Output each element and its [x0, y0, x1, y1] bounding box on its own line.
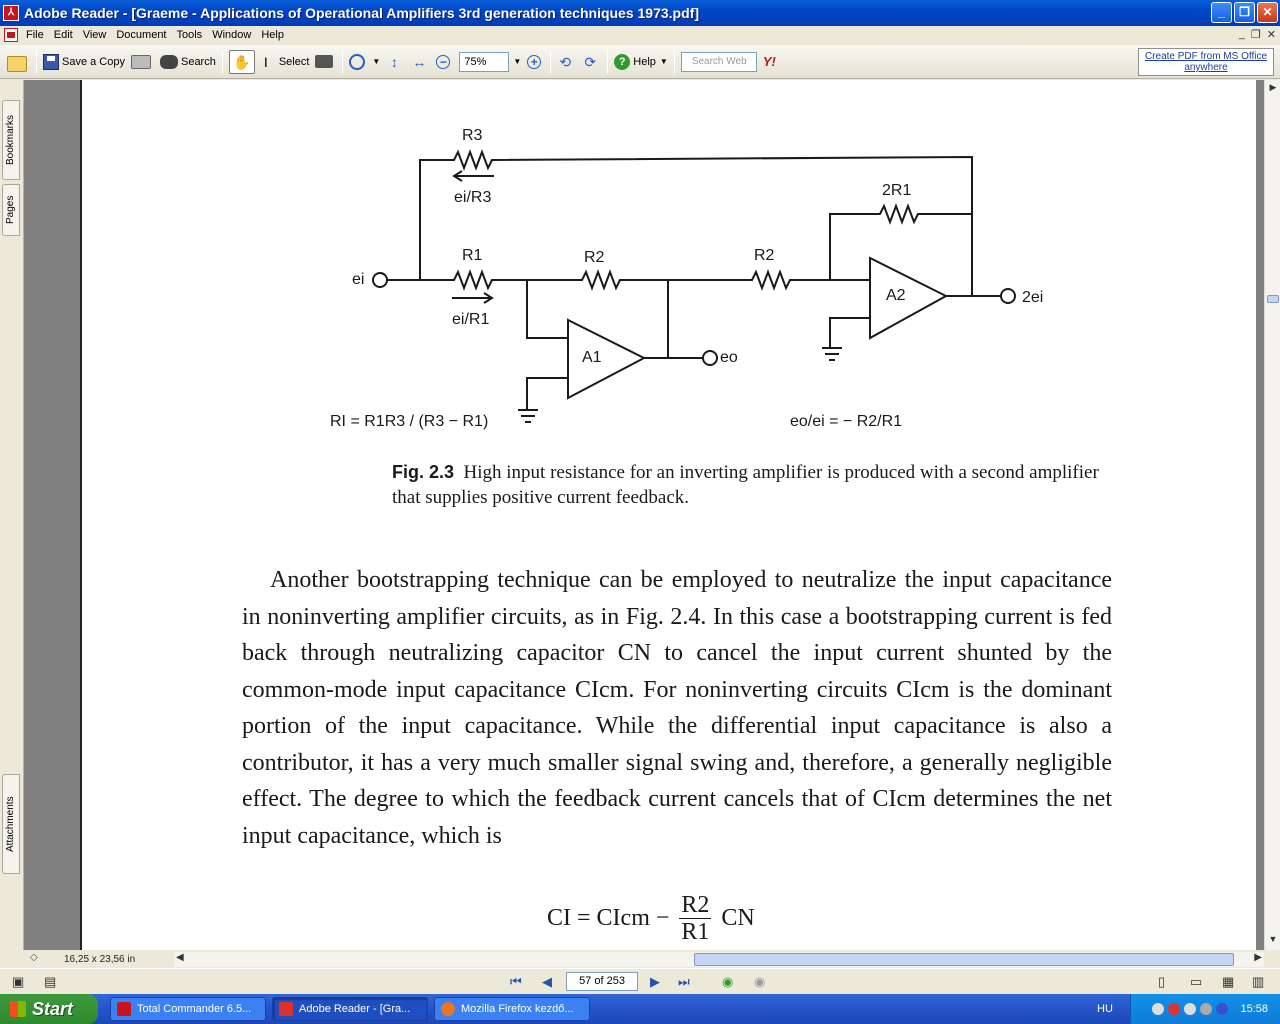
menu-tools[interactable]: Tools — [176, 29, 203, 41]
save-copy-button[interactable]: Save a Copy — [40, 49, 128, 75]
plus-circle-icon: + — [527, 55, 541, 69]
page-number-field[interactable]: 57 of 253 — [566, 972, 638, 991]
hand-tool-button[interactable] — [226, 49, 261, 75]
label-a2: A2 — [886, 287, 906, 304]
formula-input-resistance: RI = R1R3 / (R3 − R1) — [330, 413, 489, 430]
fit-page-icon: ↕ — [390, 53, 398, 70]
create-pdf-link[interactable]: Create PDF from MS Office anywhere — [1138, 48, 1274, 76]
equation-lhs: CI = CIcm − — [547, 905, 670, 931]
previous-view-icon[interactable]: ◉ — [722, 974, 734, 989]
capacitance-equation — [547, 892, 755, 945]
rotate-right-button[interactable] — [579, 49, 604, 75]
formula-gain: eo/ei = − R2/R1 — [790, 413, 903, 430]
figure-label: Fig. 2.3 — [392, 462, 455, 482]
menu-document[interactable]: Document — [116, 29, 167, 41]
tab-bookmarks[interactable]: Bookmarks — [2, 100, 20, 180]
menu-view[interactable]: View — [82, 29, 107, 41]
label-r3-current: ei/R3 — [454, 189, 492, 206]
minimize-button[interactable]: _ — [1211, 2, 1232, 23]
horizontal-scrollbar[interactable] — [174, 952, 1264, 967]
dropdown-arrow-icon: ▼ — [372, 57, 381, 66]
close-button[interactable]: ✕ — [1257, 2, 1278, 23]
horizontal-scroll-row — [24, 951, 1264, 968]
language-indicator[interactable]: HU — [1097, 1003, 1113, 1015]
clock[interactable]: 15:58 — [1240, 1003, 1268, 1015]
continuous-view-icon[interactable]: ▤ — [44, 974, 57, 989]
task-firefox[interactable]: Mozilla Firefox kezdő... — [434, 997, 590, 1021]
toolbar — [0, 45, 1280, 79]
zoom-level-field[interactable]: 75% — [459, 52, 509, 72]
facing-layout-icon[interactable]: ▦ — [1222, 974, 1235, 989]
zoom-tool-button[interactable] — [346, 49, 383, 75]
open-button[interactable] — [4, 49, 33, 75]
circuit-diagram — [82, 80, 1258, 460]
page-size-icon: ◇ — [30, 952, 38, 963]
adobe-reader-task-icon — [279, 1002, 293, 1016]
help-button[interactable]: ? Help ▼ — [611, 49, 671, 75]
rotate-right-icon: ⟳ — [584, 53, 597, 70]
hand-icon: ✋ — [229, 50, 255, 74]
equation-fraction — [679, 892, 711, 945]
select-tool-button[interactable]: I Select — [263, 53, 310, 70]
window-title: Adobe Reader - [Graeme - Applications of Operational Amplifiers 3rd generation techniques 1973.pdf] — [24, 5, 699, 21]
menu-edit[interactable]: Edit — [53, 29, 73, 41]
next-view-icon[interactable]: ◉ — [754, 974, 766, 989]
single-page-layout-icon[interactable]: ▯ — [1158, 974, 1166, 989]
fit-width-button[interactable] — [408, 49, 433, 75]
document-icon[interactable] — [4, 28, 18, 42]
tray-volume-icon[interactable] — [1184, 1003, 1196, 1015]
doc-minimize-icon[interactable]: _ — [1238, 28, 1245, 40]
document-area — [24, 80, 1264, 950]
print-button[interactable] — [128, 49, 157, 75]
search-button[interactable]: Search — [157, 49, 219, 75]
total-commander-icon — [117, 1002, 131, 1016]
fit-width-icon: ↔ — [412, 53, 427, 70]
label-r2-a: R2 — [584, 249, 605, 266]
magnifier-icon — [349, 54, 365, 70]
fit-page-button[interactable] — [383, 49, 408, 75]
tray-bluetooth-icon[interactable] — [1216, 1003, 1228, 1015]
task-adobe-reader[interactable]: Adobe Reader - [Gra... — [272, 997, 428, 1021]
rotate-left-icon: ⟲ — [559, 53, 572, 70]
document-window-controls — [1239, 28, 1276, 41]
scroll-up-icon[interactable]: ▶ — [1269, 82, 1277, 92]
label-a1: A1 — [582, 349, 602, 366]
folder-open-icon — [7, 56, 27, 72]
equation-numerator: R2 — [681, 892, 710, 918]
help-icon: ? — [614, 54, 630, 70]
system-tray — [1130, 994, 1280, 1024]
minus-circle-icon: − — [436, 55, 450, 69]
floppy-disk-icon — [43, 54, 59, 70]
equation-rhs: CN — [721, 905, 755, 931]
label-ei: ei — [352, 271, 365, 288]
task-total-commander[interactable]: Total Commander 6.5... — [110, 997, 266, 1021]
vertical-scroll-thumb[interactable] — [1267, 295, 1279, 303]
camera-icon — [315, 55, 333, 68]
continuous-layout-icon[interactable]: ▭ — [1190, 974, 1203, 989]
tray-shield-icon[interactable] — [1168, 1003, 1180, 1015]
menu-bar — [0, 26, 1280, 44]
label-eo: eo — [720, 349, 738, 366]
label-r1-current: ei/R1 — [452, 311, 490, 328]
tab-attachments[interactable]: Attachments — [2, 774, 20, 874]
label-2r1: 2R1 — [882, 182, 912, 199]
equation-denominator: R1 — [681, 919, 710, 945]
zoom-in-button[interactable] — [524, 49, 547, 75]
next-page-icon[interactable]: ▶ — [650, 974, 660, 989]
start-button[interactable]: Start — [0, 994, 98, 1024]
scroll-down-icon[interactable]: ▼ — [1268, 934, 1278, 944]
yahoo-logo[interactable]: Y! — [762, 54, 776, 69]
pdf-page — [80, 80, 1256, 950]
figure-caption — [392, 460, 1112, 510]
horizontal-scroll-thumb[interactable] — [694, 953, 1234, 966]
menu-window[interactable]: Window — [212, 29, 252, 41]
last-page-icon[interactable]: ⏭ — [678, 974, 690, 989]
doc-restore-icon[interactable]: ❐ — [1250, 29, 1261, 41]
previous-page-icon[interactable]: ◀ — [542, 974, 552, 989]
firefox-icon — [441, 1002, 455, 1016]
scroll-right-icon[interactable]: ▶ — [1254, 952, 1262, 963]
rotate-left-button[interactable] — [554, 49, 579, 75]
windows-logo-icon — [10, 1001, 26, 1017]
menu-help[interactable]: Help — [261, 29, 284, 41]
label-r1: R1 — [462, 247, 483, 264]
adobe-reader-icon[interactable]: ⅄ — [3, 5, 19, 21]
title-bar — [0, 0, 1280, 26]
snapshot-button[interactable] — [312, 49, 339, 75]
taskbar — [0, 994, 1280, 1024]
body-paragraph: Another bootstrapping technique can be employed to neutralize the input capacitance in noninverting amplifier circuits, as in Fig. 2.4. In this case a bootstrapping current is fed back through neutralizing capacitor CN to cancel the input current shunted by the common-mode input capacitance CIcm. For noninverting circuits CIcm is the dominant portion of the input capacitance. While the differential input capacitance is also a contributor, it has a very much smaller signal swing and, therefore, a generally negligible effect. The degree to which the feedback current cancels that of CIcm determines the net input capacitance, which is — [242, 567, 1112, 849]
scroll-left-icon[interactable]: ◀ — [176, 952, 184, 963]
page-size-label: 16,25 x 23,56 in — [64, 954, 136, 965]
navigation-panel — [0, 80, 24, 950]
label-r3: R3 — [462, 127, 483, 144]
label-r2-b: R2 — [754, 247, 775, 264]
binoculars-icon — [160, 55, 178, 69]
printer-icon — [131, 55, 151, 69]
single-page-view-icon[interactable]: ▣ — [12, 974, 25, 989]
figure-caption-text: High input resistance for an inverting amplifier is produced with a second amplifier that supplies positive current feedback. — [392, 462, 1099, 508]
status-bar — [0, 968, 1280, 994]
zoom-out-button[interactable] — [433, 49, 456, 75]
continuous-facing-layout-icon[interactable]: ▥ — [1252, 974, 1265, 989]
label-2ei: 2ei — [1022, 289, 1044, 306]
restore-button[interactable]: ❐ — [1234, 2, 1255, 23]
tray-network-icon[interactable] — [1200, 1003, 1212, 1015]
doc-close-icon[interactable]: ✕ — [1266, 29, 1276, 41]
help-dropdown-icon: ▼ — [659, 57, 668, 66]
menu-file[interactable]: File — [26, 29, 44, 41]
tab-pages[interactable]: Pages — [2, 184, 20, 236]
vertical-scrollbar[interactable] — [1264, 80, 1280, 950]
tray-security-icon[interactable] — [1152, 1003, 1164, 1015]
text-cursor-icon: I — [263, 53, 268, 70]
zoom-dropdown-icon[interactable]: ▼ — [513, 57, 522, 66]
search-web-input[interactable]: Search Web — [681, 52, 757, 72]
first-page-icon[interactable]: ⏮ — [510, 974, 522, 989]
